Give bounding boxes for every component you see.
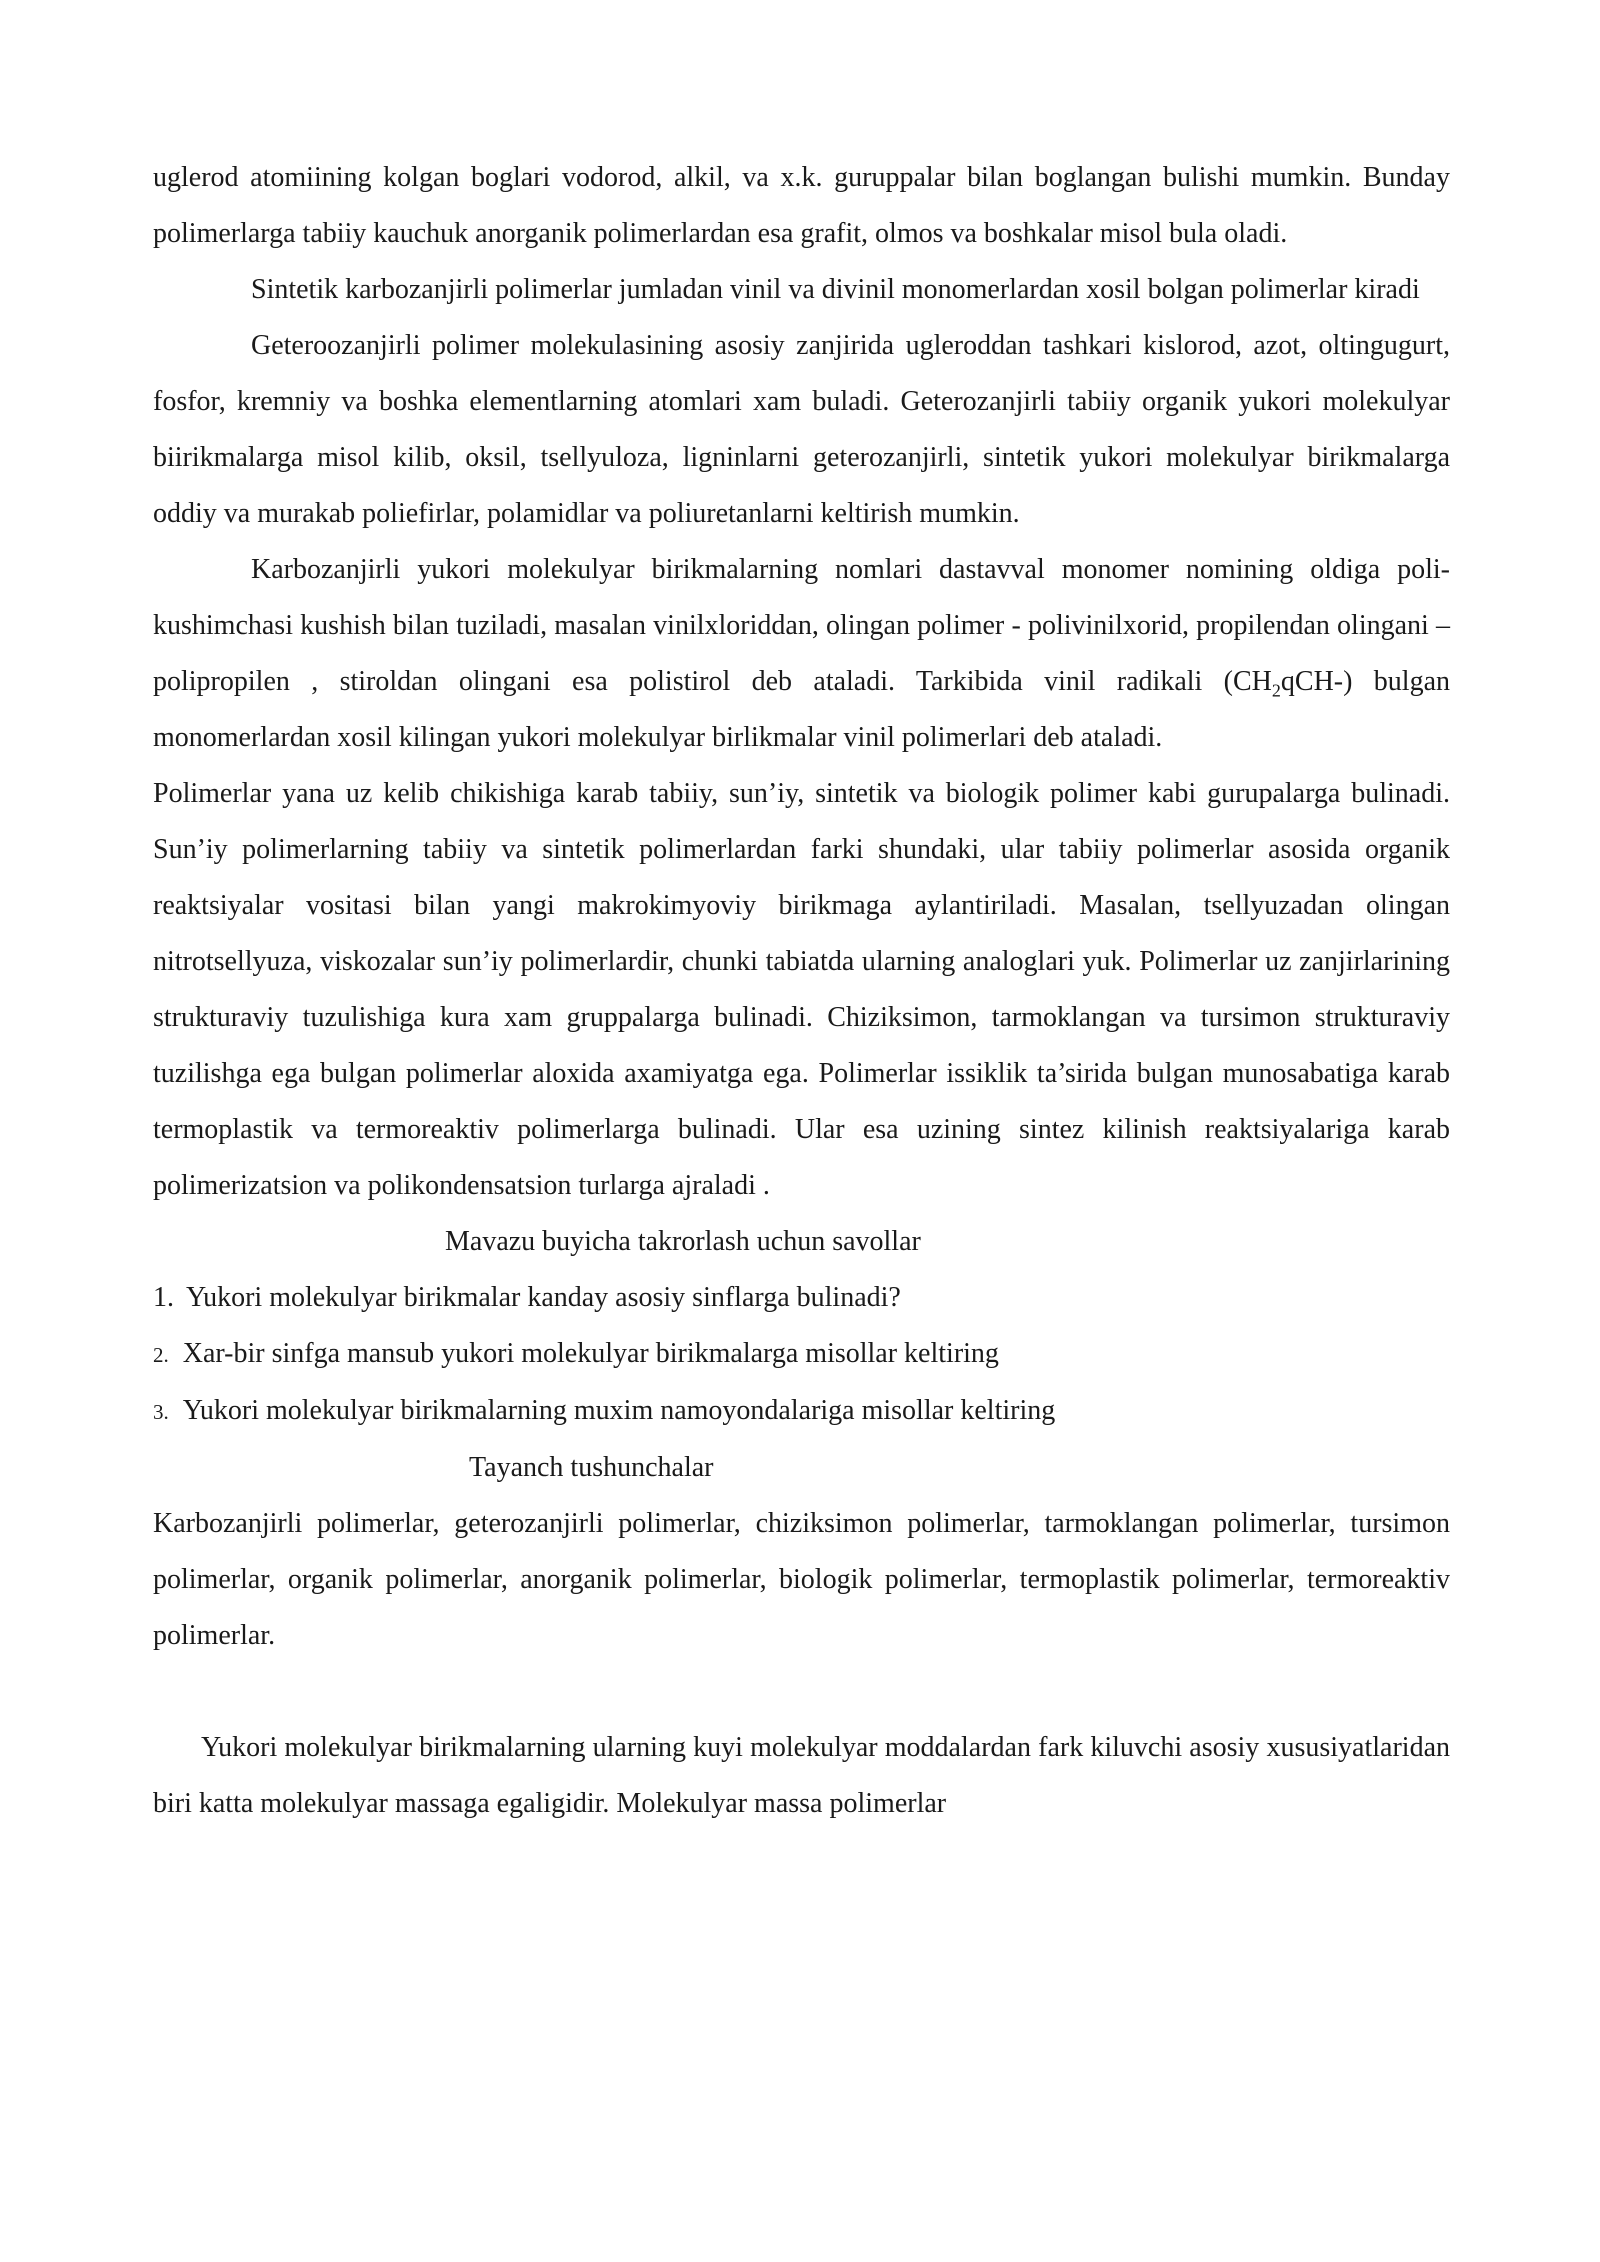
paragraph-naming [153,542,1450,766]
question-number: 1. [153,1282,174,1313]
question-number: 2. [153,1343,169,1367]
paragraph-heterochain: Geteroozanjirli polimer molekulasining asosiy zanjirida ugleroddan tashkari kislorod, azot, oltingugurt, fosfor, kremniy va boshka elementlarning atomlari xam buladi. Geterozanjirli tabiiy organik yukori molekulyar biirikmalarga misol kilib, oksil, tsellyuloza, ligninlarni geterozanjirli, sintetik yukori molekulyar birikmalarga oddiy va murakab poliefirlar, polamidlar va poliuretanlarni keltirish mumkin. [153,330,1450,529]
key-concepts-heading: Tayanch tushunchalar [469,1452,714,1483]
question-item [153,1326,1450,1383]
question-text: Yukori molekulyar birikmalarning muxim namoyondalariga misollar keltiring [182,1395,1056,1426]
naming-text-start: Karbozanjirli yukori molekulyar birikmalarning nomlari dastavval monomer nomining oldiga poli- kushimchasi kushish bilan tuziladi, masalan vinilxloriddan, olingan polimer - polivinilxorid, propilendan olingani – polipropilen , stiroldan olingani esa polistirol deb ataladi. Tarkibida vinil radikali (CH [153,554,1450,697]
naming-text-end: qCH-) bulgan monomerlardan xosil kilingan yukori molekulyar birlikmalar vinil polimerlari deb ataladi. [153,666,1450,753]
review-questions-heading: Mavazu buyicha takrorlash uchun savollar [445,1226,921,1257]
paragraph-synthetic-carbochain: Sintetik karbozanjirli polimerlar jumladan vinil va divinil monomerlardan xosil bolgan polimerlar kiradi [251,274,1420,305]
paragraph-carbon-bonds: uglerod atomiining kolgan boglari vodorod, alkil, va x.k. guruppalar bilan boglangan bulishi mumkin. Bunday polimerlarga tabiiy kauchuk anorganik polimerlardan esa grafit, olmos va boshkalar misol bula oladi. [153,162,1450,249]
paragraph-key-concepts: Karbozanjirli polimerlar, geterozanjirli polimerlar, chiziksimon polimerlar, tarmoklangan polimerlar, tursimon polimerlar, organik polimerlar, anorganik polimerlar, biologik polimerlar, termoplastik polimerlar, termoreaktiv polimerlar. [153,1508,1450,1651]
subscript-two: 2 [1271,680,1281,701]
paragraph-classification: Polimerlar yana uz kelib chikishiga karab tabiiy, sun’iy, sintetik va biologik polimer kabi gurupalarga bulinadi. Sun’iy polimerlarning tabiiy va sintetik polimerlardan farki shundaki, ular tabiiy polimerlar asosida organik reaktsiyalar vositasi bilan yangi makrokimyoviy birikmaga aylantiriladi. Masalan, tsellyuzadan olingan nitrotsellyuza, viskozalar sun’iy polimerlardir, chunki tabiatda ularning analoglari yuk. Polimerlar uz zanjirlarining strukturaviy tuzulishiga kura xam gruppalarga bulinadi. Chiziksimon, tarmoklangan va tursimon strukturaviy tuzilishga ega bulgan polimerlar aloxida axamiyatga ega. Polimerlar issiklik ta’sirida bulgan munosabatiga karab termoplastik va termoreaktiv polimerlarga bulinadi. Ular esa uzining sintez kilinish reaktsiyalariga karab polimerizatsion va polikondensatsion turlarga ajraladi . [153,778,1450,1201]
question-text: Xar-bir sinfga mansub yukori molekulyar birikmalarga misollar keltiring [182,1338,999,1369]
question-item [153,1270,1450,1326]
blank-line [153,1664,1450,1720]
document-page [153,150,1450,1832]
question-text: Yukori molekulyar birikmalar kanday asosiy sinflarga bulinadi? [185,1282,901,1313]
question-number: 3. [153,1400,169,1424]
question-item [153,1383,1450,1440]
paragraph-molecular-mass: Yukori molekulyar birikmalarning ularning kuyi molekulyar moddalardan fark kiluvchi asosiy xususiyatlaridan biri katta molekulyar massaga egaligidir. Molekulyar massa polimerlar [153,1732,1450,1819]
